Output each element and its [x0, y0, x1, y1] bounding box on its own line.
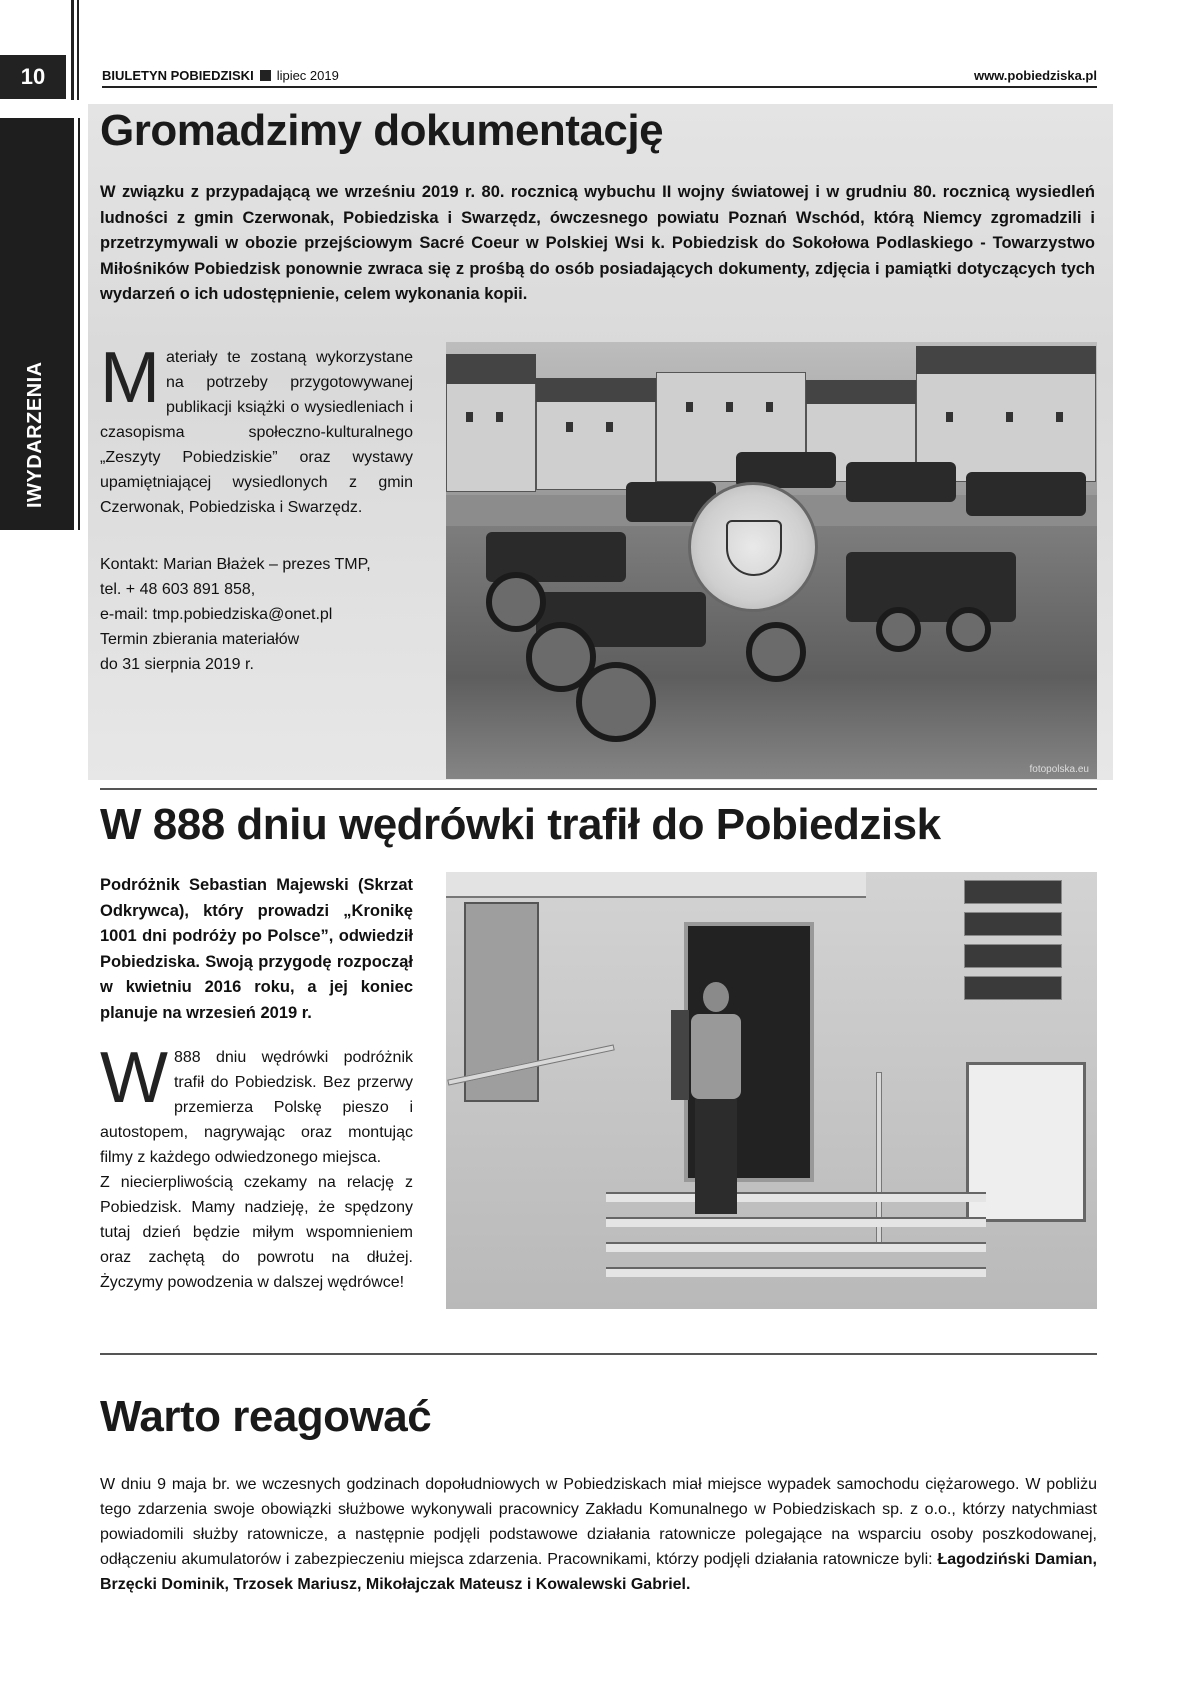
photo-window [566, 422, 573, 432]
photo-wheel [876, 607, 921, 652]
head-shape [703, 982, 729, 1012]
photo-window [1006, 412, 1013, 422]
section-label: IWYDARZENIA [24, 361, 46, 508]
contact-line: tel. + 48 603 891 858, [100, 581, 256, 598]
rescuer-names: Łagodziński Damian, Brzęcki Dominik, Trzosek Mariusz, Mikołajczak Mateusz i Kowalewski Gabriel. [100, 1551, 1097, 1593]
photo-credit: fotopolska.eu [1029, 764, 1089, 775]
photo-window [726, 402, 733, 412]
traveler-photo [446, 872, 1097, 1309]
article-lead: W związku z przypadającą we wrześniu 2019 r. 80. rocznicą wybuchu II wojny światowej i w grudniu 80. rocznicą wysiedleń ludności z gmin Czerwonak, Pobiedziska i Swarzędz, ówczesnego powiatu Poznań Wschód, którą Niemcy zgromadzili i przetrzymywali w obozie przejściowym Sacré Coeur w Polskiej Wsi k. Pobiedzisk do Sokołowa Podlaskiego - Towarzystwo Miłośników Pobiedzisk ponownie zwraca się z prośbą do osób posiadających dokumenty, zdjęcia i pamiątki dotyczących tych wydarzeń o ich udostępnienie, celem wykonania kopii. [100, 183, 1095, 303]
page-header [102, 68, 1097, 86]
photo-building [446, 382, 536, 492]
photo-canopy [446, 872, 866, 898]
contact-line: do 31 sierpnia 2019 r. [100, 656, 254, 673]
photo-window [946, 412, 953, 422]
photo-step [606, 1242, 986, 1252]
photo-plaque [964, 912, 1062, 936]
article-title: Gromadzimy dokumentację [100, 106, 664, 155]
legs-shape [695, 1099, 737, 1214]
drop-cap: M [100, 338, 160, 418]
seal-shield-icon [726, 520, 782, 576]
photo-wheel [576, 662, 656, 742]
square-icon [260, 70, 271, 81]
issue-date: lipiec 2019 [276, 68, 339, 83]
historic-square-photo [446, 342, 1097, 779]
photo-wheel [486, 572, 546, 632]
body-text: 888 dniu wędrówki podróżnik trafił do Pobiedzisk. Bez przerwy przemierza Polskę pieszo i autostopem, nagrywając oraz montując filmy z każdego odwiedzonego miejsca. [100, 1049, 413, 1166]
contact-email[interactable]: e-mail: tmp.pobiedziska@onet.pl [100, 606, 333, 623]
article-body [100, 1472, 1097, 1597]
society-seal-logo [688, 482, 818, 612]
photo-step [606, 1267, 986, 1277]
photo-vehicle [966, 472, 1086, 516]
section-divider [100, 1353, 1097, 1355]
photo-vehicle [846, 552, 1016, 622]
photo-wheel [946, 607, 991, 652]
traveler-figure [681, 982, 751, 1217]
article-title: W 888 dniu wędrówki trafił do Pobiedzisk [100, 800, 941, 849]
article-title: Warto reagować [100, 1392, 432, 1441]
website-link[interactable]: www.pobiedziska.pl [973, 68, 1097, 83]
photo-window [1056, 412, 1063, 422]
drop-cap: W [100, 1038, 168, 1118]
photo-roof [916, 346, 1096, 374]
photo-vehicle [846, 462, 956, 502]
page-number: 10 [0, 55, 66, 99]
photo-roof [536, 378, 656, 402]
photo-plaque [964, 976, 1062, 1000]
section-rail [0, 118, 74, 530]
photo-window [606, 422, 613, 432]
photo-wheel [746, 622, 806, 682]
contact-line: Kontakt: Marian Błażek – prezes TMP, [100, 556, 371, 573]
photo-building [536, 400, 656, 490]
article-body [100, 1038, 413, 1295]
publication-info [102, 68, 339, 83]
photo-window [766, 402, 773, 412]
photo-step [606, 1217, 986, 1227]
torso-shape [691, 1014, 741, 1099]
photo-plaque [964, 944, 1062, 968]
contact-line: Termin zbierania materiałów [100, 631, 300, 648]
body-text: W dniu 9 maja br. we wczesnych godzinach dopołudniowych w Pobiedziskach miał miejsce wypadek samochodu ciężarowego. W pobliżu tego zdarzenia swoje obowiązki służbowe wykonywali pracownicy Zakładu Komunalnego w Pobiedziskach sp. z o.o., którzy natychmiast powiadomili służby ratownicze, a następnie podjęli podstawowe działania ratownicze polegające na wsparciu osoby poszkodowanej, odłączeniu akumulatorów i zabezpieczeniu miejsca zdarzenia. Pracownikami, którzy podjęli działania ratownicze byli: [100, 1476, 1097, 1568]
backpack-shape [671, 1010, 689, 1100]
rail-line [77, 0, 79, 100]
photo-window [496, 412, 503, 422]
rail-edge [78, 118, 80, 530]
photo-roof [446, 354, 536, 384]
header-rule [102, 86, 1097, 88]
article-lead: Podróżnik Sebastian Majewski (Skrzat Odkrywca), który prowadzi „Kronikę 1001 dni podróży po Polsce”, odwiedził Pobiedziska. Swoją przygodę rozpoczął w kwietniu 2016 roku, a jej koniec planuje na wrzesień 2019 r. [100, 876, 413, 1022]
article-body [100, 338, 413, 520]
body-text: ateriały te zostaną wykorzystane na potrzeby przygotowywanej publikacji książki o wysiedleniach i czasopisma społeczno-kulturalnego „Zeszyty Pobiedziskie” oraz wystawy upamiętniającej wysiedlonych z gmin Czerwonak, Pobiedziska i Swarzędz. [100, 349, 413, 516]
contact-block [100, 552, 420, 677]
body-text: Z niecierpliwością czekamy na relację z Pobiedzisk. Mamy nadzieję, że spędzony tutaj dzień będzie miłym wspomnieniem oraz zachętą do powrotu na dłużej. Życzymy powodzenia w dalszej wędrówce! [100, 1174, 413, 1291]
photo-window [466, 412, 473, 422]
photo-window [686, 402, 693, 412]
photo-plaque [964, 880, 1062, 904]
photo-roof [806, 380, 916, 404]
publication-name: BIULETYN POBIEDZISKI [102, 68, 254, 83]
section-divider [100, 788, 1097, 790]
rail-line [71, 0, 74, 100]
photo-step [606, 1192, 986, 1202]
